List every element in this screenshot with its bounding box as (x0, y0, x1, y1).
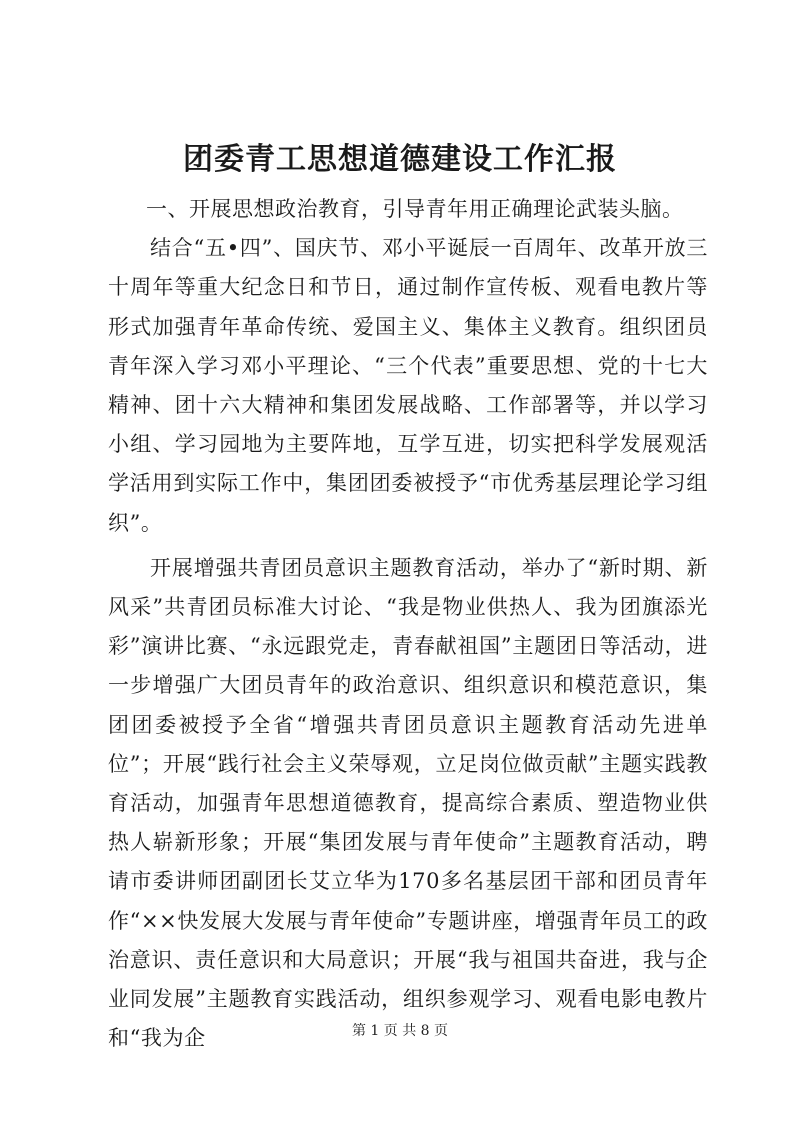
section-heading: 一、开展思想政治教育，引导青年用正确理论武装头脑。 (146, 197, 684, 221)
document-body (108, 190, 708, 1058)
paragraph-1: 结合“五•四”、国庆节、邓小平诞辰一百周年、改革开放三十周年等重大纪念日和节日，通过制作宣传板、观看电教片等形式加强青年革命传统、爱国主义、集体主义教育。组织团员青年深入学习邓小平理论、“三个代表”重要思想、党的十七大精神、团十六大精神和集团发展战略、工作部署等，并以学习小组、学习园地为主要阵地，互学互进，切实把科学发展观活学活用到实际工作中，集团团委被授予“市优秀基层理论学习组织”。 (108, 236, 708, 535)
document-title: 团委青工思想道德建设工作汇报 (183, 142, 617, 177)
paragraph-2: 开展增强共青团员意识主题教育活动，举办了“新时期、新风采”共青团员标准大讨论、“我是物业供热人、我为团旗添光彩”演讲比赛、“永远跟党走，青春献祖国”主题团日等活动，进一步增强广大团员青年的政治意识、组织意识和模范意识，集团团委被授予全省“增强共青团员意识主题教育活动先进单位”；开展“践行社会主义荣辱观，立足岗位做贡献”主题实践教育活动，加强青年思想道德教育，提高综合素质、塑造物业供热人崭新形象；开展“集团发展与青年使命”主题教育活动，聘请市委讲师团副团长艾立华为170多名基层团干部和团员青年作“××快发展大发展与青年使命”专题讲座，增强青年员工的政治意识、责任意识和大局意识；开展“我与祖国共奋进，我与企业同发展”主题教育实践活动，组织参观学习、观看电影电教片和“我为企 (108, 555, 708, 1051)
page-footer: 第 1 页 共 8 页 (351, 1023, 449, 1039)
